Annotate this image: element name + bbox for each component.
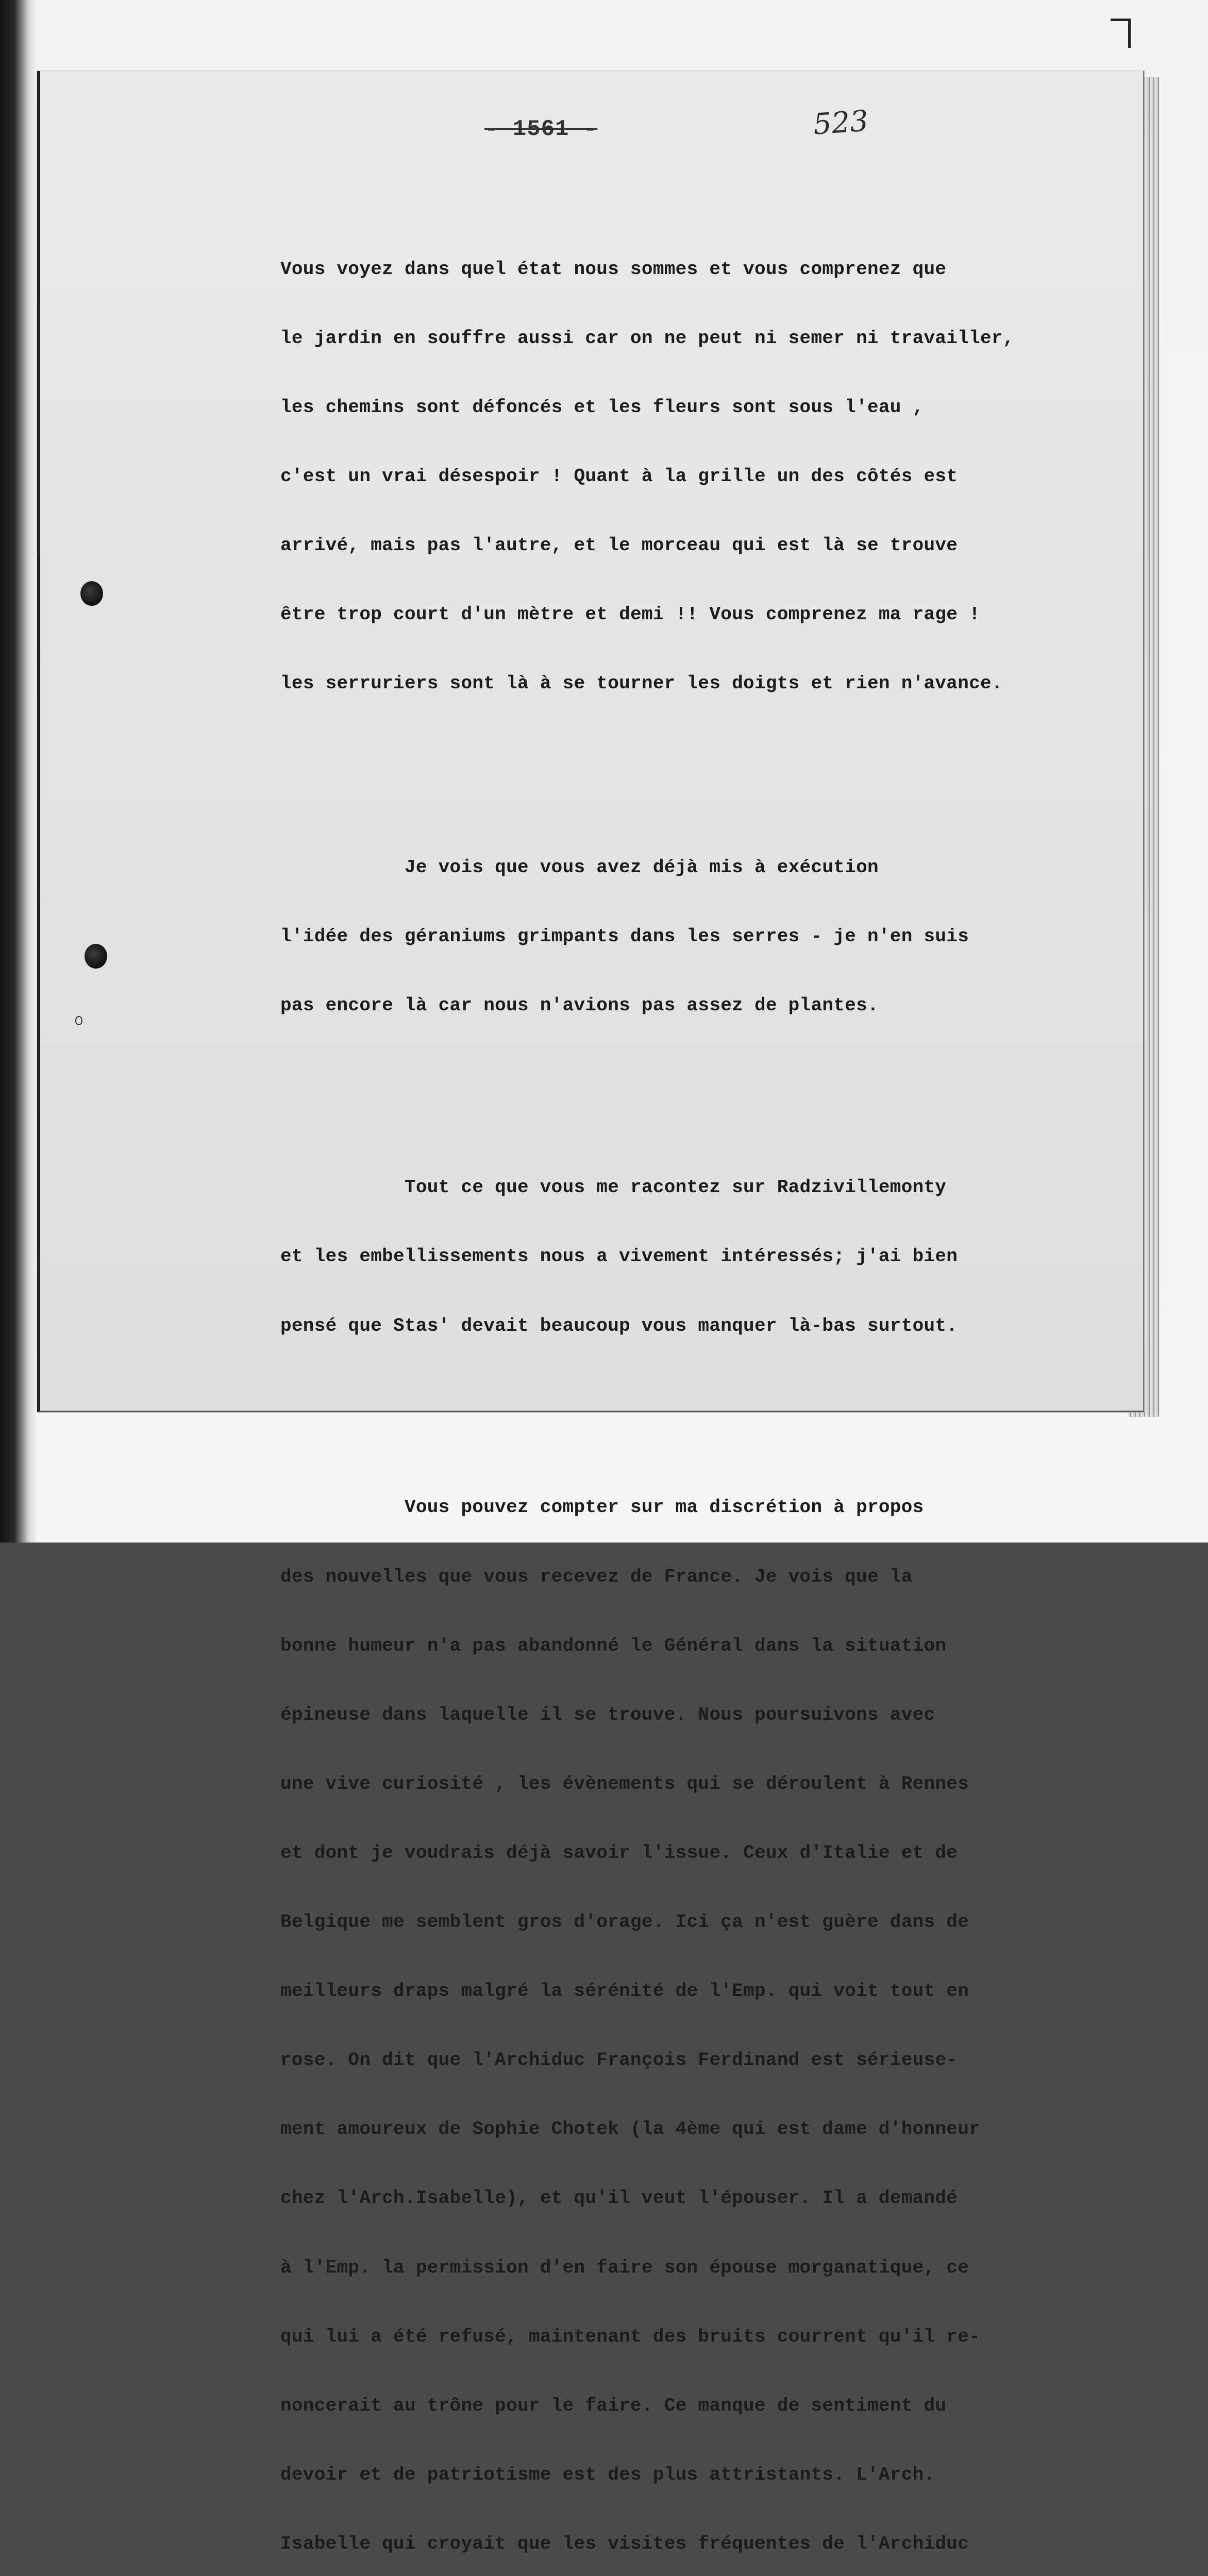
text-line: qui lui a été refusé, maintenant des bruits courrent qu'il re- xyxy=(280,2326,981,2347)
text-line: noncerait au trône pour le faire. Ce manque de sentiment du xyxy=(280,2395,947,2416)
text-line: les serruriers sont là à se tourner les doigts et rien n'avance. xyxy=(280,673,1003,694)
paragraph-4 xyxy=(280,1450,1126,2576)
text-line: meilleurs draps malgré la sérénité de l'Emp. qui voit tout en xyxy=(280,1980,969,2002)
text-line: Isabelle qui croyait que les visites fréquentes de l'Archiduc xyxy=(280,2533,969,2554)
text-line: Belgique me semblent gros d'orage. Ici ça n'est guère dans de xyxy=(280,1911,969,1933)
text-line: devoir et de patriotisme est des plus attristants. L'Arch. xyxy=(280,2464,935,2485)
text-line: Vous pouvez compter sur ma discrétion à propos xyxy=(280,1497,924,1518)
text-line: pas encore là car nous n'avions pas assez de plantes. xyxy=(280,995,879,1016)
old-page-number xyxy=(484,116,597,142)
text-line: pensé que Stas' devait beaucoup vous manquer là-bas surtout. xyxy=(280,1315,958,1336)
text-line: des nouvelles que vous recevez de France. Je vois que la xyxy=(280,1566,913,1587)
text-line: à l'Emp. la permission d'en faire son épouse morganatique, ce xyxy=(280,2257,969,2278)
text-line: c'est un vrai désespoir ! Quant à la grille un des côtés est xyxy=(280,466,958,487)
text-line: chez l'Arch.Isabelle), et qu'il veut l'épouser. Il a demandé xyxy=(280,2188,958,2209)
margin-mark xyxy=(75,1016,82,1025)
text-line: et dont je voudrais déjà savoir l'issue. Ceux d'Italie et de xyxy=(280,1842,958,1863)
punch-hole-upper xyxy=(80,581,103,606)
letter-body xyxy=(280,166,1126,2576)
paragraph-1 xyxy=(280,212,1126,741)
text-line: les chemins sont défoncés et les fleurs sont sous l'eau , xyxy=(280,397,924,418)
paragraph-3 xyxy=(280,1130,1126,1384)
text-line: et les embellissements nous a vivement intéressés; j'ai bien xyxy=(280,1246,958,1267)
text-line: être trop court d'un mètre et demi !! Vous comprenez ma rage ! xyxy=(280,604,981,625)
text-line: Tout ce que vous me racontez sur Radzivillemonty xyxy=(280,1177,947,1198)
text-line: Vous voyez dans quel état nous sommes et vous comprenez que xyxy=(280,258,947,280)
text-line: l'idée des géraniums grimpants dans les serres - je n'en suis xyxy=(280,926,969,947)
binder-edge xyxy=(0,0,36,1543)
text-line: ment amoureux de Sophie Chotek (la 4ème qui est dame d'honneur xyxy=(280,2119,981,2140)
crop-corner-mark xyxy=(1111,19,1131,48)
text-line: une vive curiosité , les évènements qui se déroulent à Rennes xyxy=(280,1773,969,1794)
folio-number: 523 xyxy=(812,104,870,142)
paragraph-2 xyxy=(280,810,1126,1064)
text-line: rose. On dit que l'Archiduc François Ferdinand est sérieuse- xyxy=(280,2049,958,2071)
text-line: Je vois que vous avez déjà mis à exécution xyxy=(280,857,879,878)
text-line: bonne humeur n'a pas abandonné le Général dans la situation xyxy=(280,1635,947,1656)
text-line: arrivé, mais pas l'autre, et le morceau qui est là se trouve xyxy=(280,535,958,556)
text-line: le jardin en souffre aussi car on ne peut ni semer ni travailler, xyxy=(280,327,1014,349)
text-line: épineuse dans laquelle il se trouve. Nous poursuivons avec xyxy=(280,1704,935,1725)
punch-hole-lower xyxy=(85,944,107,969)
old-page-number-text: - 1561 - xyxy=(484,116,598,142)
